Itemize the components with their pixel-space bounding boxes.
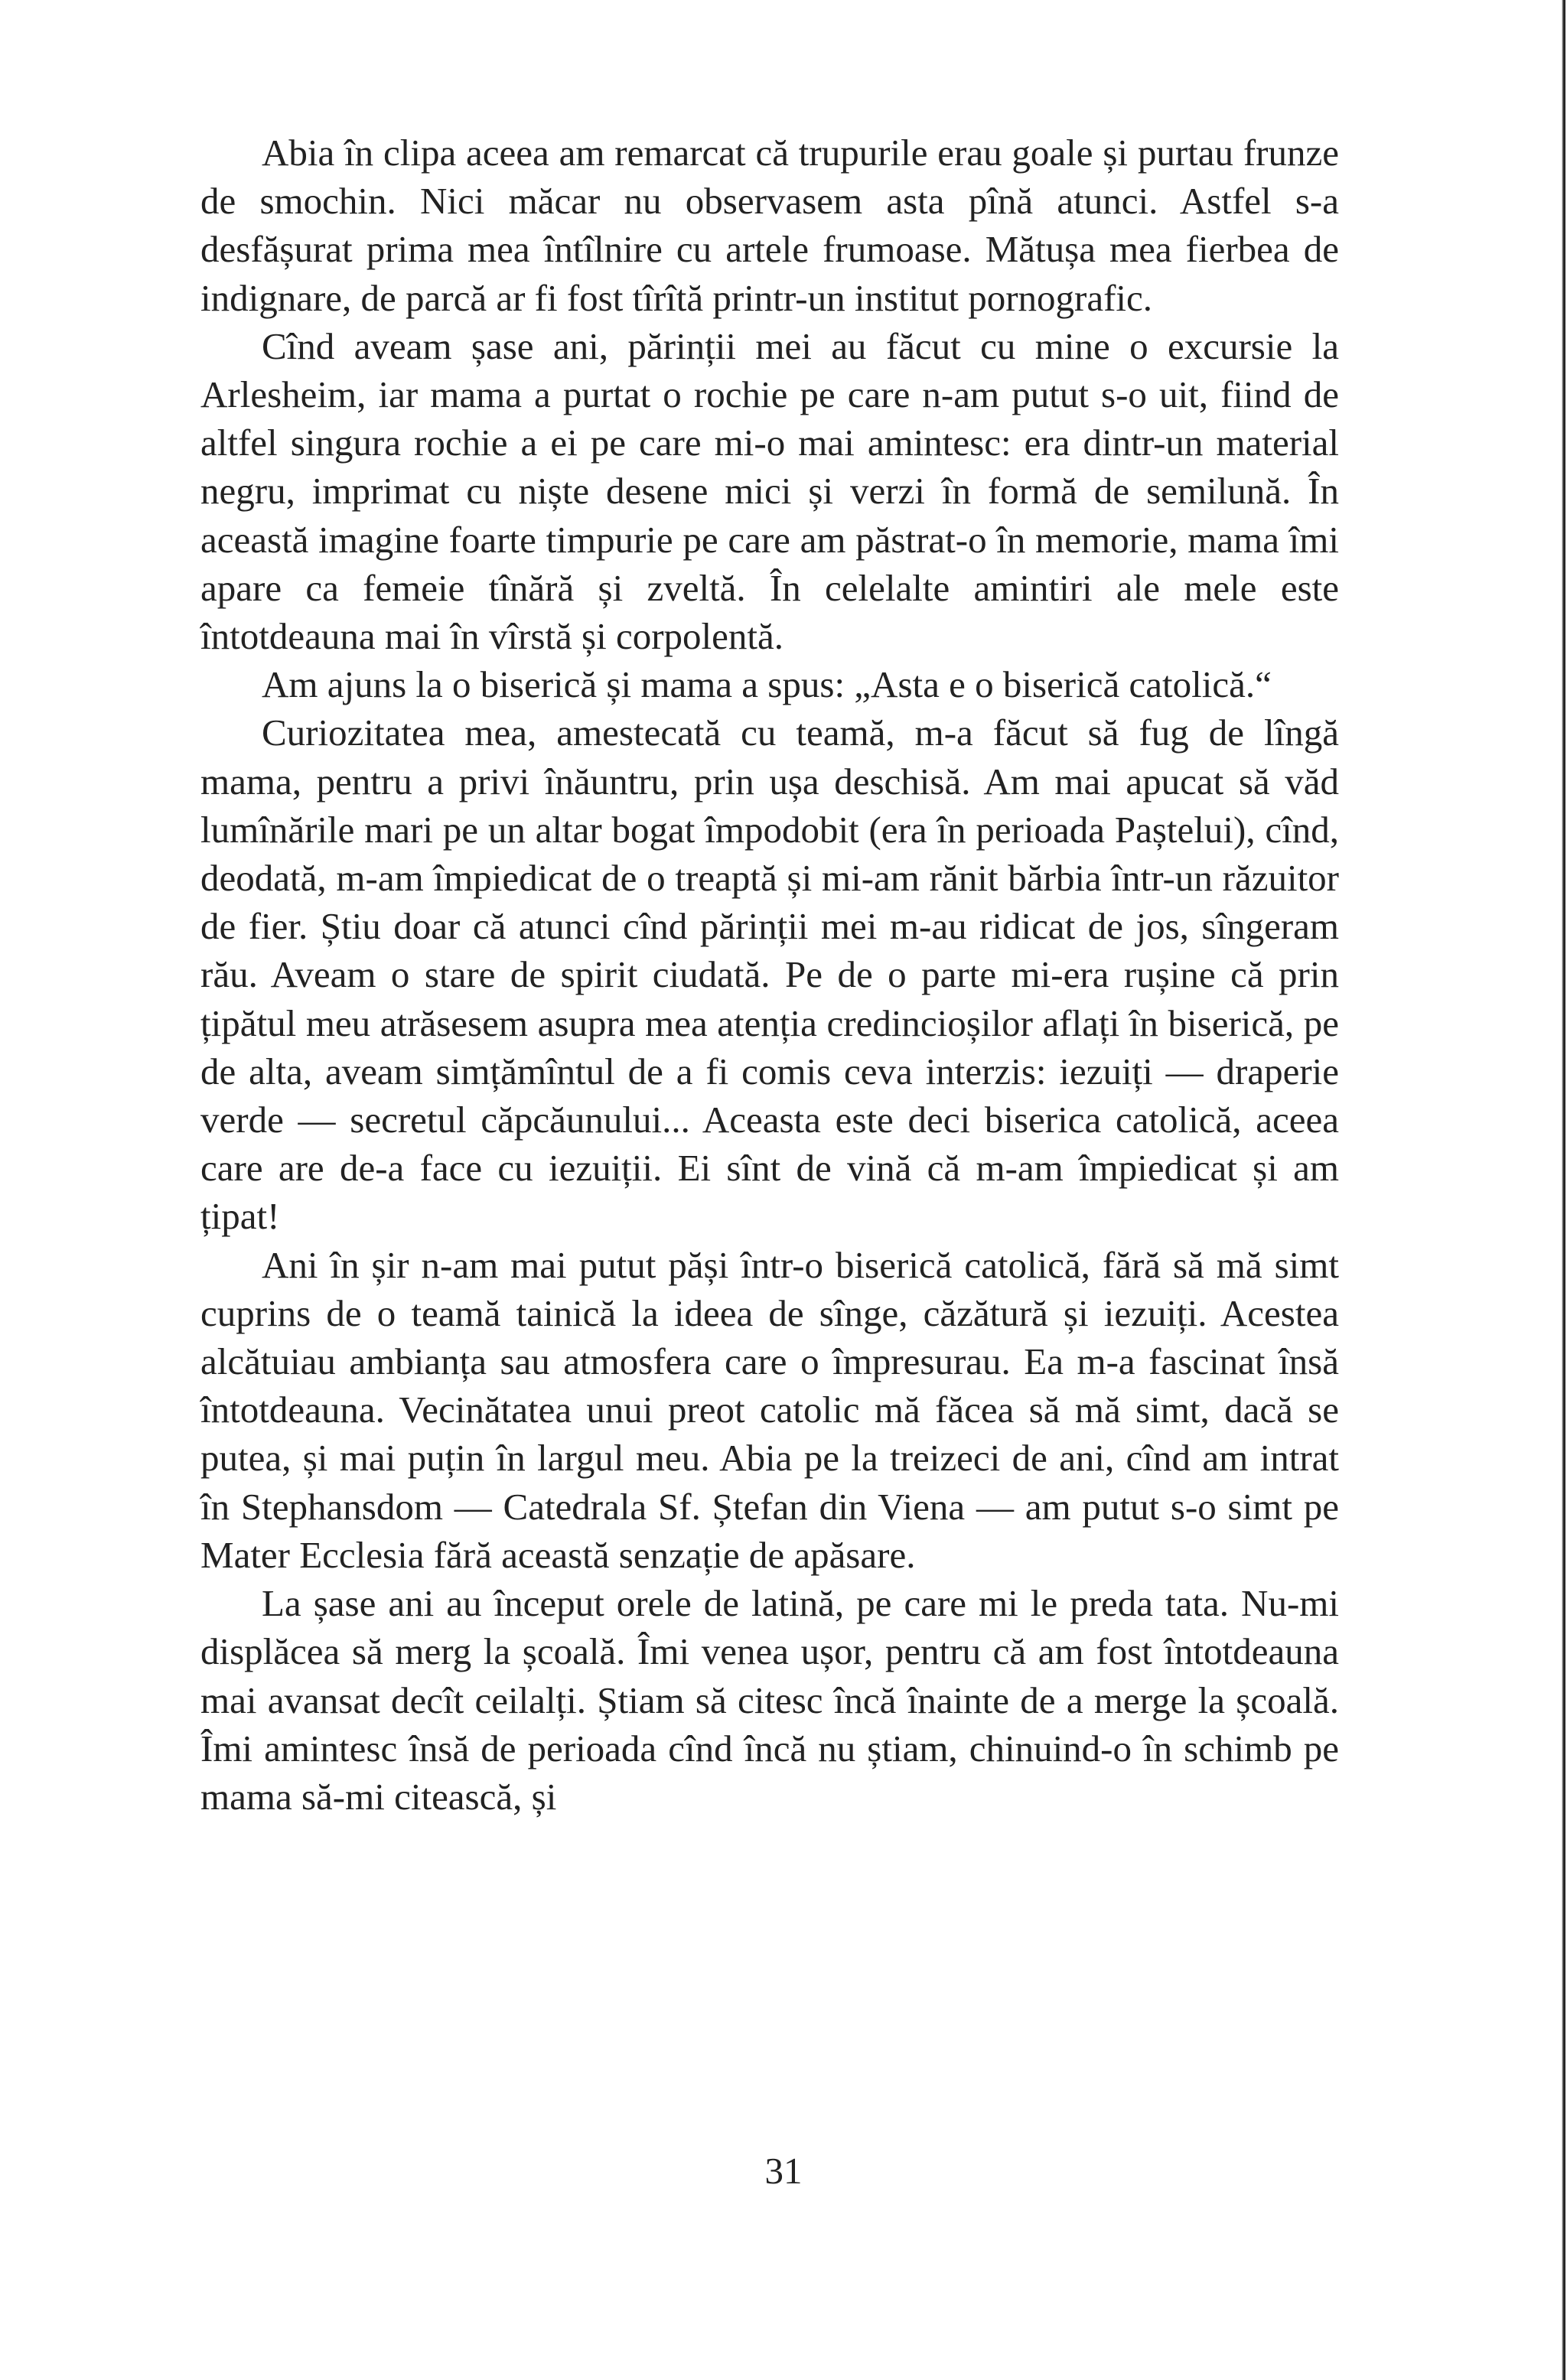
paragraph-5: Ani în șir n-am mai putut păși într-o biserică catolică, fără să mă simt cuprins de o teamă tainică la ideea de sînge, căzătură și iezuiți. Acestea alcătuiau ambianța sau atmosfera care o împresurau. Ea m-a fascinat însă întotdeauna. Vecinătatea unui preot catolic mă făcea să mă simt, dacă se putea, și mai puțin în largul meu. Abia pe la treizeci de ani, cînd am intrat în Stephansdom — Catedrala Sf. Ștefan din Viena — am putut s-o simt pe Mater Ecclesia fără această senzație de apăsare. [200, 1243, 1339, 1576]
body-text [200, 129, 1339, 1821]
paragraph-3: Am ajuns la o biserică și mama a spus: „Asta e o biserică catolică.“ [262, 663, 1272, 706]
paragraph-1: Abia în clipa aceea am remarcat că trupurile erau goale și purtau frunze de smochin. Nici măcar nu observasem asta pînă atunci. Astfel s-a desfășurat prima mea întîlnire cu artele frumoase. Mătușa mea fierbea de indignare, de parcă ar fi fost tîrîtă printr-un institut pornografic. [200, 132, 1339, 319]
paragraph-4: Curiozitatea mea, amestecată cu teamă, m-a făcut să fug de lîngă mama, pentru a privi înăuntru, prin ușa deschisă. Am mai apucat să văd lumînările mari pe un altar bogat împodobit (era în perioada Paștelui), cînd, deodată, m-am împiedicat de o treaptă și mi-am rănit bărbia într-un răzuitor de fier. Știu doar că atunci cînd părinții mei m-au ridicat de jos, sîngeram rău. Aveam o stare de spirit ciudată. Pe de o parte mi-era rușine că prin țipătul meu atrăsesem asupra mea atenția credincioșilor aflați în biserică, pe de alta, aveam simțămîntul de a fi comis ceva interzis: iezuiți — draperie verde — secretul căpcăunului... Aceasta este deci biserica catolică, aceea care are de-a face cu iezuiții. Ei sînt de vină că m-am împiedicat și am țipat! [200, 711, 1339, 1238]
paragraph-2: Cînd aveam șase ani, părinții mei au făcut cu mine o excursie la Arlesheim, iar mama a purtat o rochie pe care n-am putut s-o uit, fiind de altfel singura rochie a ei pe care mi-o mai amintesc: era dintr-un material negru, imprimat cu niște desene mici și verzi în formă de semilună. În această imagine foarte timpurie pe care am păstrat-o în memorie, mama îmi apare ca femeie tînără și zveltă. În celelalte amintiri ale mele este întotdeauna mai în vîrstă și corpolentă. [200, 324, 1339, 658]
page-edge-shadow [1562, 0, 1565, 2380]
paragraph-6: La șase ani au început orele de latină, pe care mi le preda tata. Nu-mi displăcea să merg la școală. Îmi venea ușor, pentru că am fost întotdeauna mai avansat decît ceilalți. Știam să citesc încă înainte de a merge la școală. Îmi amintesc însă de perioada cînd încă nu știam, chinuind-o în schimb pe mama să-mi citească, și [200, 1582, 1339, 1818]
page-number: 31 [764, 2150, 803, 2192]
